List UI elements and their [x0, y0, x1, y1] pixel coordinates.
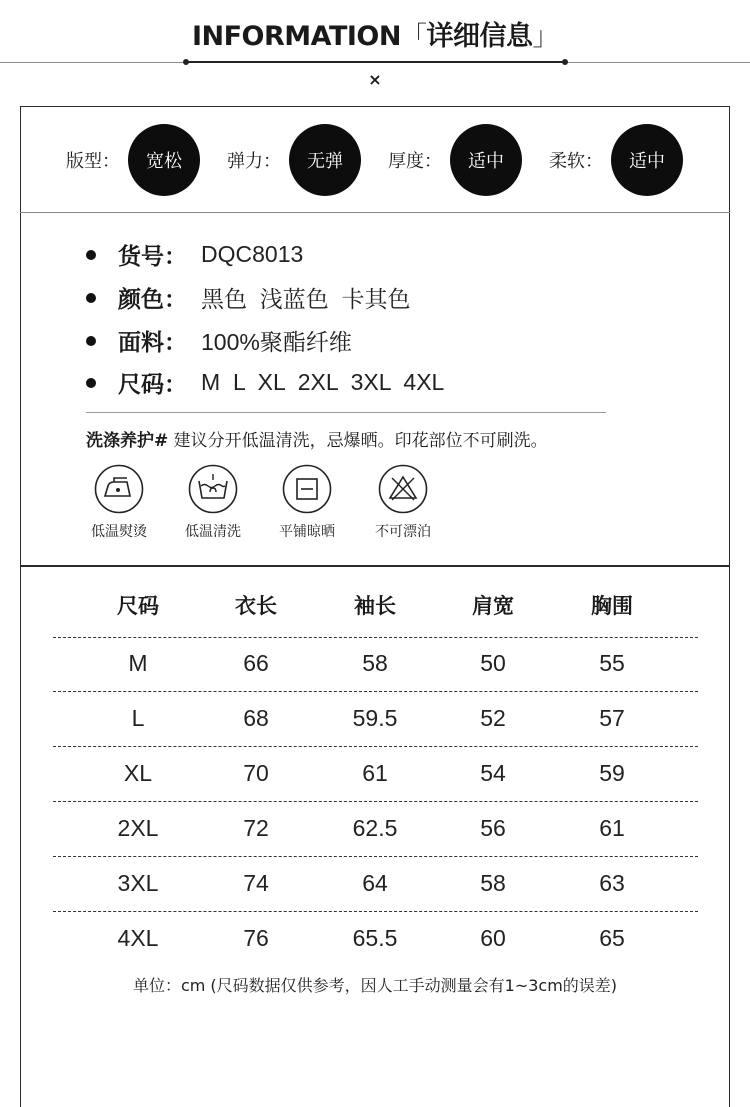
dry-flat-icon	[282, 464, 332, 514]
table-cell: 74	[243, 870, 269, 896]
spec-item-sizes	[86, 366, 444, 399]
spec-value: M L XL 2XL 3XL 4XL	[201, 369, 445, 395]
property-fit	[66, 124, 200, 196]
table-cell: 55	[599, 650, 625, 676]
page-title	[0, 14, 750, 53]
table-cell: 63	[599, 870, 625, 896]
table-header-shoulder: 肩宽	[472, 594, 514, 618]
spec-colon: ：	[164, 330, 187, 356]
care-icon-label: 平铺晾晒	[279, 524, 335, 540]
table-cell: 62.5	[352, 815, 398, 841]
care-icon-label: 低温清洗	[185, 524, 241, 540]
table-cell: 50	[480, 650, 506, 676]
table-header-size: 尺码	[117, 594, 159, 618]
rule-dot-left	[183, 59, 189, 65]
property-label: 弹力：	[227, 151, 281, 172]
spec-value: 黑色 浅蓝色 卡其色	[201, 286, 411, 312]
rule-dot-right	[562, 59, 568, 65]
spec-item-colors	[86, 281, 411, 314]
spec-label: 货号	[118, 244, 164, 270]
property-label: 厚度：	[388, 151, 442, 172]
table-cell: 58	[362, 650, 388, 676]
wash-low-temp-icon	[188, 464, 238, 514]
table-cell: 57	[599, 705, 625, 731]
table-header-sleeve: 袖长	[354, 594, 396, 618]
size-footnote: 单位：cm (尺码数据仅供参考，因人工手动测量会有1~3cm的误差)	[132, 976, 618, 995]
care-icon-label: 不可漂泊	[375, 524, 431, 540]
spec-value: DQC8013	[201, 241, 304, 267]
bullet-icon	[86, 293, 96, 303]
table-header-chest: 胸围	[591, 594, 633, 618]
property-value-badge: 适中	[450, 124, 522, 196]
table-cell: 70	[243, 760, 269, 786]
title-bracket-close: 」	[532, 22, 559, 52]
property-value-badge: 适中	[611, 124, 683, 196]
table-cell: 61	[362, 760, 388, 786]
table-cell: 65	[599, 925, 625, 951]
table-cell: 64	[362, 870, 388, 896]
table-cell: 68	[243, 705, 269, 731]
table-cell: 3XL	[117, 870, 159, 896]
property-label: 版型：	[66, 151, 120, 172]
table-cell: 76	[243, 925, 269, 951]
header-rule-accent	[186, 61, 566, 63]
spec-item-number	[86, 238, 303, 271]
spec-colon: ：	[164, 372, 187, 398]
spec-label: 尺码	[118, 372, 164, 398]
table-cell: 72	[243, 815, 269, 841]
table-cell: 61	[599, 815, 625, 841]
table-row-separator	[53, 637, 698, 638]
divider-properties	[20, 212, 730, 213]
care-title: 洗涤养护#	[86, 431, 169, 451]
bullet-icon	[86, 336, 96, 346]
table-cell: 4XL	[117, 925, 159, 951]
close-icon: ×	[368, 70, 382, 89]
table-cell: 54	[480, 760, 506, 786]
table-cell: XL	[123, 760, 153, 786]
table-header-length: 衣长	[235, 594, 277, 618]
care-divider	[86, 412, 606, 413]
table-cell: L	[131, 705, 145, 731]
table-cell: 2XL	[117, 815, 159, 841]
spec-label: 颜色	[118, 287, 164, 313]
table-cell: M	[128, 650, 148, 676]
table-cell: 56	[480, 815, 506, 841]
table-cell: 65.5	[352, 925, 398, 951]
property-thickness	[388, 124, 522, 196]
spec-value: 100%聚酯纤维	[201, 329, 352, 355]
title-cn: 详细信息	[426, 21, 533, 52]
table-row-separator	[53, 801, 698, 802]
divider-table	[20, 565, 730, 567]
property-elasticity	[227, 124, 361, 196]
table-cell: 58	[480, 870, 506, 896]
table-row-separator	[53, 691, 698, 692]
table-cell: 66	[243, 650, 269, 676]
spec-item-fabric	[86, 324, 352, 357]
bullet-icon	[86, 378, 96, 388]
property-value-badge: 宽松	[128, 124, 200, 196]
table-cell: 59.5	[352, 705, 398, 731]
bullet-icon	[86, 250, 96, 260]
care-text: 建议分开低温清洗，忌爆晒。印花部位不可刷洗。	[173, 431, 548, 451]
table-row-separator	[53, 746, 698, 747]
iron-low-icon	[94, 464, 144, 514]
property-value-badge: 无弹	[289, 124, 361, 196]
table-row-separator	[53, 911, 698, 912]
spec-label: 面料	[118, 330, 164, 356]
property-label: 柔软：	[549, 151, 603, 172]
table-cell: 59	[599, 760, 625, 786]
spec-colon: ：	[164, 244, 187, 270]
spec-colon: ：	[164, 287, 187, 313]
title-bracket-open: 「	[400, 22, 427, 52]
title-en: INFORMATION	[191, 21, 401, 52]
table-cell: 52	[480, 705, 506, 731]
property-softness	[549, 124, 683, 196]
table-cell: 60	[480, 925, 506, 951]
no-bleach-icon	[378, 464, 428, 514]
table-row-separator	[53, 856, 698, 857]
care-icon-label: 低温熨烫	[91, 524, 147, 540]
care-instructions	[86, 426, 548, 451]
